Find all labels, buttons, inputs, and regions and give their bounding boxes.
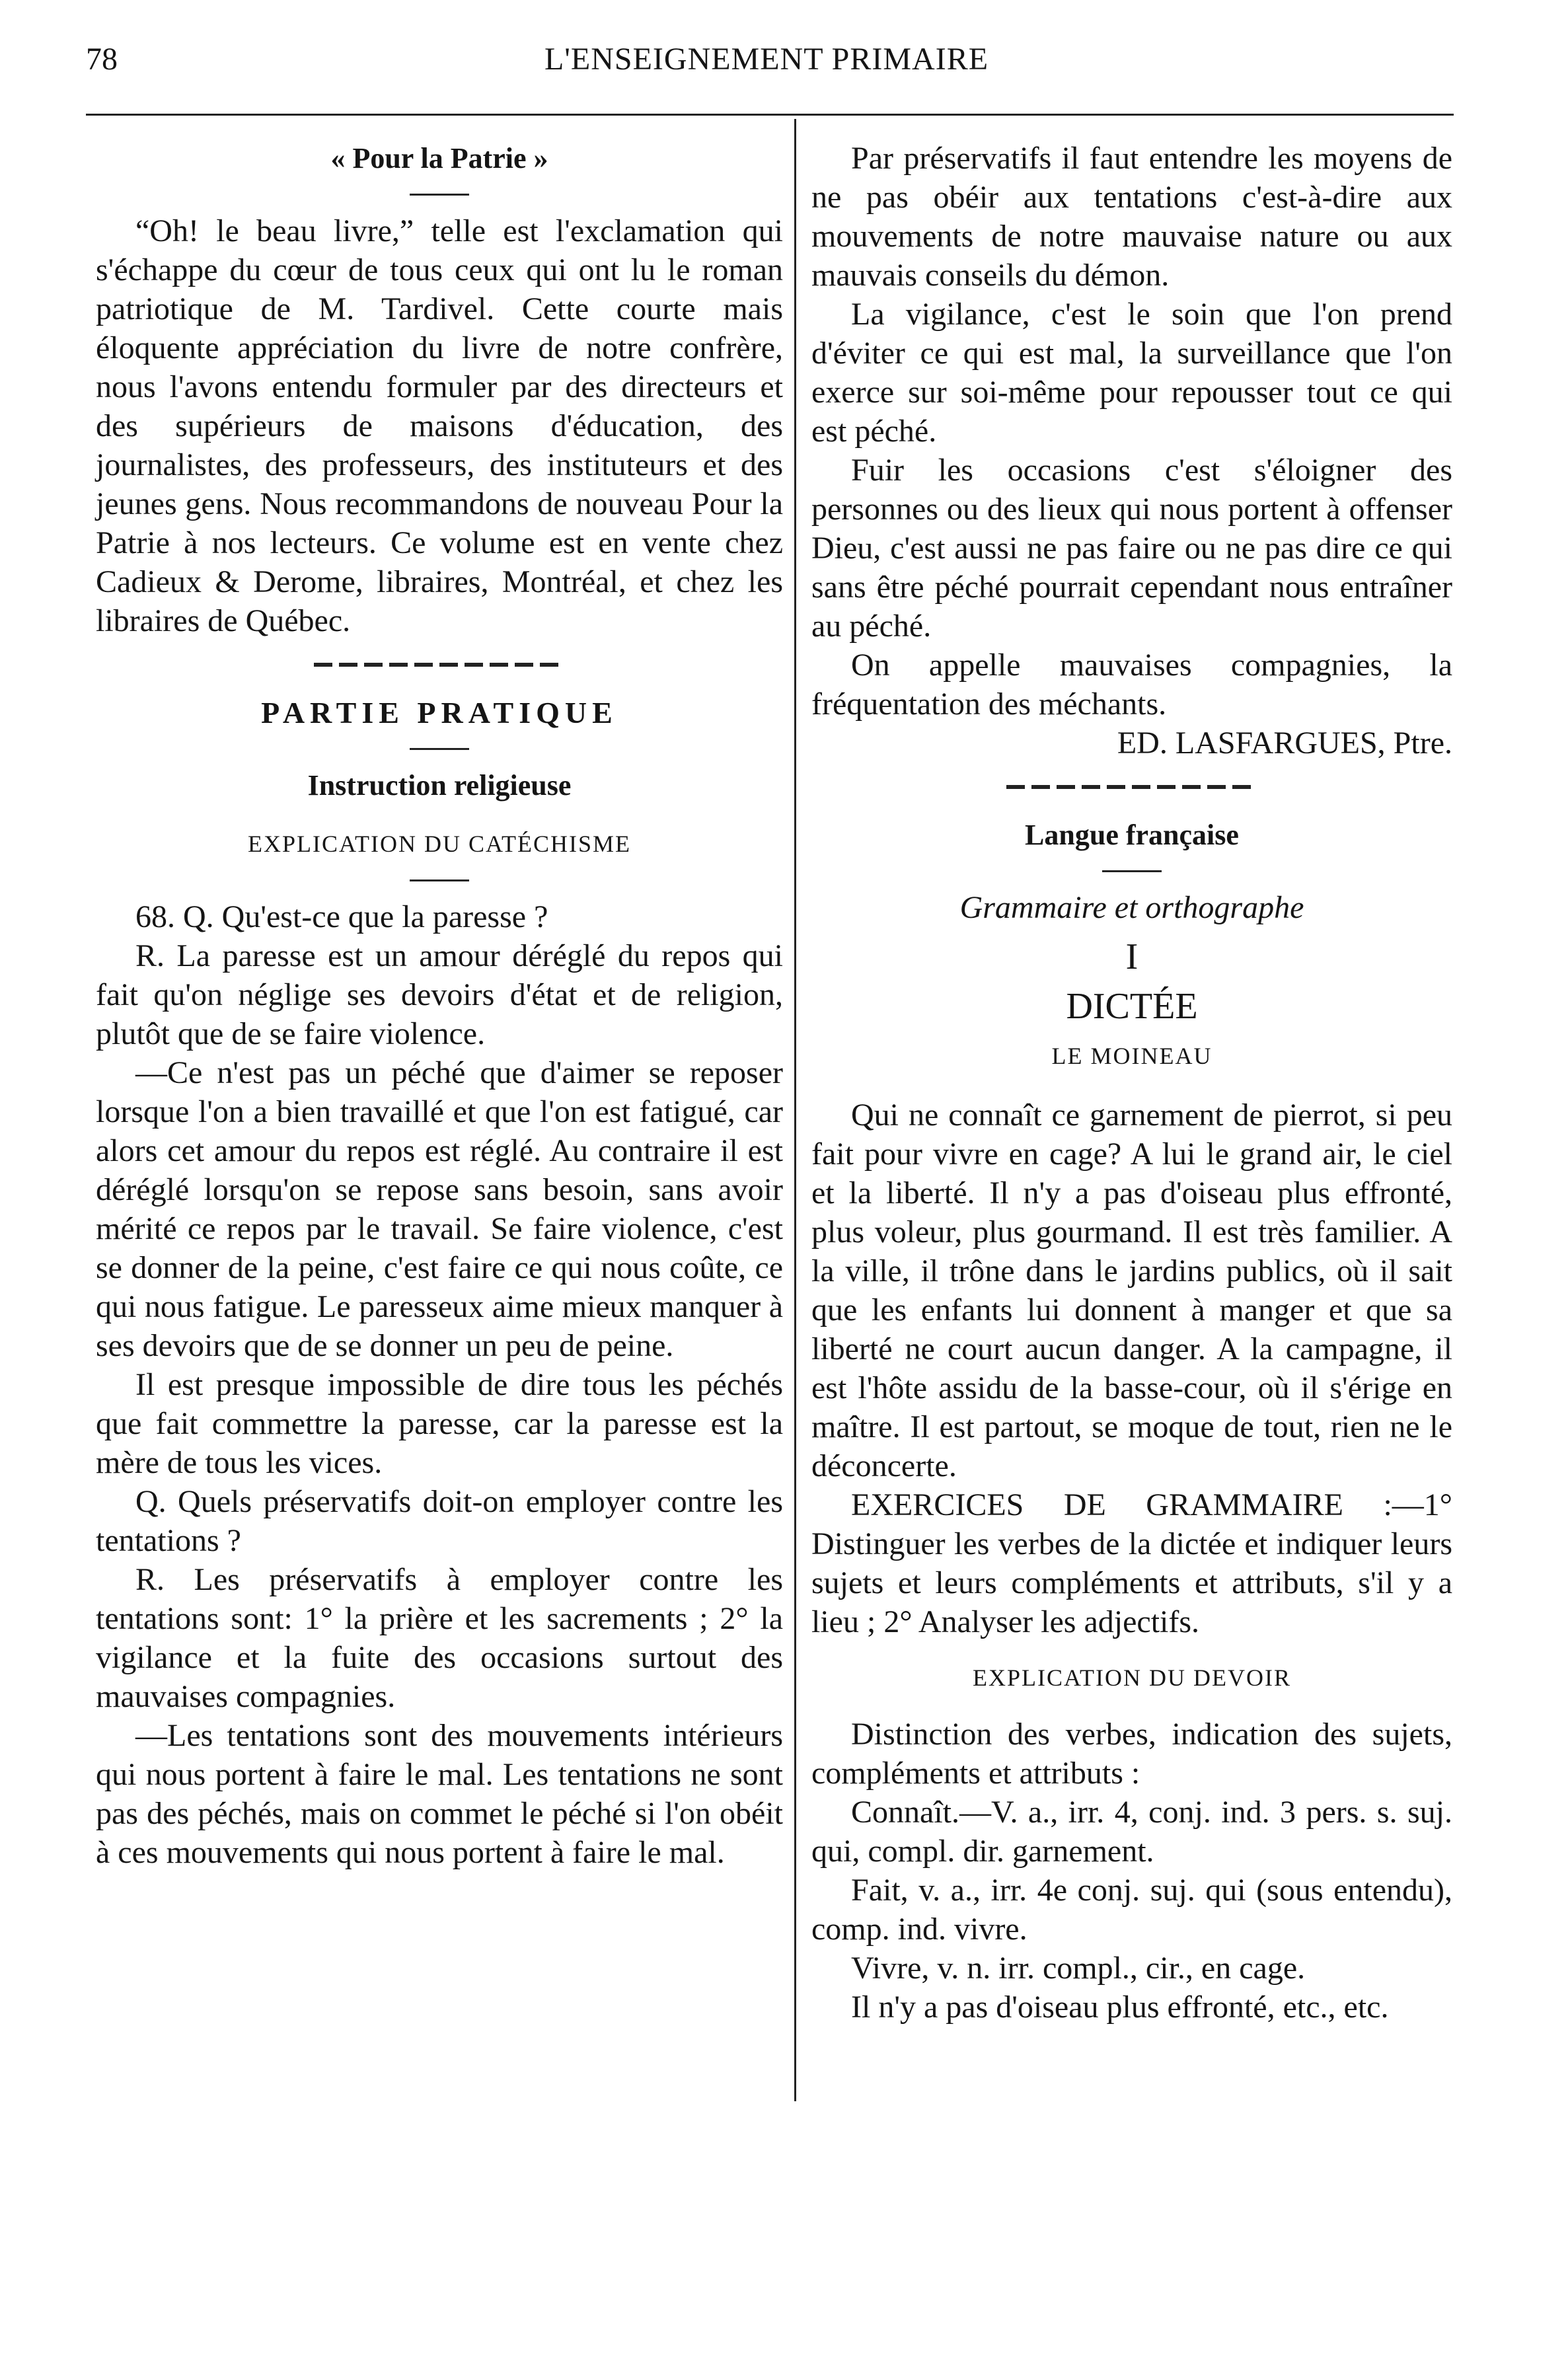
signature: ED. LASFARGUES, Ptre. — [1117, 726, 1452, 761]
column-divider — [794, 119, 796, 2101]
paragraph: Qui ne connaît ce garnement de pierrot, si peu fait pour vivre en cage? A lui le grand air, le ciel et la liberté. Il n'y a pas d'oiseau plus effronté, plus voleur, plus gourmand. Il est très familier. A la ville, il trône dans le jardins publics, où il sait que les enfants lui donnent à manger et que sa liberté ne court aucun danger. A la campagne, il est l'hôte assidu de la basse-cour, où il s'érige en maître. Il est partout, se moque de tout, rien ne le déconcerte. — [811, 1098, 1452, 1483]
paragraph: —Ce n'est pas un péché que d'aimer se reposer lorsque l'on a bien travaillé et que l'on est fatigué, car alors cet amour du repos est réglé. Au contraire il est déréglé lorsqu'on se repose sans besoin, sans avoir mérité ce repos par le travail. Se faire violence, c'est se donner de la peine, c'est faire ce qui nous coûte, ce qui nous fatigue. Le paresseux aime mieux manquer à ses devoirs que de se donner un peu de peine. — [96, 1055, 783, 1363]
page-header — [86, 41, 1447, 96]
answer: R. Les préservatifs à employer contre les tentations sont: 1° la prière et les sacrements ; 2° la vigilance et la fuite des occasions surtout des mauvaises compagnies. — [96, 1562, 783, 1714]
section-heading: PARTIE PRATIQUE — [261, 696, 618, 729]
dash-rule — [410, 194, 469, 196]
paragraph: Fait, v. a., irr. 4e conj. suj. qui (sous entendu), comp. ind. vivre. — [811, 1873, 1452, 1947]
subsection-heading: Grammaire et orthographe — [959, 890, 1304, 925]
paragraph: La vigilance, c'est le soin que l'on prend d'éviter ce qui est mal, la surveillance que l'on exerce sur soi-même pour repousser tout ce qui est péché. — [811, 297, 1452, 449]
running-title: L'ENSEIGNEMENT PRIMAIRE — [544, 42, 989, 77]
paragraph: Il est presque impossible de dire tous les péchés que fait commettre la paresse, car la paresse est la mère de tous les vices. — [96, 1367, 783, 1480]
dash-rule — [1102, 870, 1162, 872]
paragraph: —Les tentations sont des mouvements intérieurs qui nous portent à faire le mal. Les tentations ne sont pas des péchés, mais on commet le péché si l'on obéit à ces mouvements qui nous portent à faire le mal. — [96, 1718, 783, 1870]
answer: R. La paresse est un amour déréglé du repos qui fait qu'on néglige ses devoirs d'état et de religion, plutôt que de se faire violence. — [96, 938, 783, 1051]
section-heading: Langue française — [1025, 819, 1239, 851]
paragraph: Connaît.—V. a., irr. 4, conj. ind. 3 pers. s. suj. qui, compl. dir. garnement. — [811, 1795, 1452, 1869]
question: 68. Q. Qu'est-ce que la paresse ? — [135, 899, 548, 934]
ornament-rule — [314, 663, 565, 667]
paragraph: “Oh! le beau livre,” telle est l'exclamation qui s'échappe du cœur de tous ceux qui ont lu le roman patriotique de M. Tardivel. Cette courte mais éloquente appréciation du livre de notre confrère, nous l'avons entendu formuler par des directeurs et des supérieurs de maisons d'éducation, des journalistes, des professeurs, des instituteurs et des jeunes gens. Nous recommandons de nouveau Pour la Patrie à nos lecteurs. Ce volume est en vente chez Cadieux & Derome, libraires, Montréal, et chez les libraires de Québec. — [96, 213, 783, 638]
page-number: 78 — [86, 42, 118, 77]
paragraph: EXERCICES DE GRAMMAIRE :—1° Distinguer les verbes de la dictée et indiquer leurs sujets et leurs compléments et attributs, s'il y a lieu ; 2° Analyser les adjectifs. — [811, 1487, 1452, 1639]
paragraph: Fuir les occasions c'est s'éloigner des personnes ou des lieux qui nous portent à offenser Dieu, c'est aussi ne pas faire ou ne pas dire ce qui sans être péché pourrait cependant nous entraîner au péché. — [811, 453, 1452, 644]
subsection-heading: Instruction religieuse — [307, 769, 572, 802]
roman-numeral: I — [1125, 936, 1139, 977]
ornament-rule — [1006, 785, 1257, 789]
dictee-heading: DICTÉE — [1066, 986, 1198, 1027]
paragraph: Il n'y a pas d'oiseau plus effronté, etc., etc. — [851, 1990, 1389, 2025]
header-rule — [86, 114, 1454, 116]
small-caps-heading: EXPLICATION DU DEVOIR — [973, 1664, 1291, 1691]
dictee-title: LE MOINEAU — [1051, 1043, 1213, 1069]
right-column — [811, 139, 1452, 2027]
dash-rule — [410, 748, 469, 750]
paragraph: Par préservatifs il faut entendre les moyens de ne pas obéir aux tentations c'est-à-dire aux mouvements de notre mauvaise nature ou aux mauvais conseils du démon. — [811, 141, 1452, 293]
small-caps-heading: EXPLICATION DU CATÉCHISME — [248, 831, 631, 857]
article-title: « Pour la Patrie » — [330, 142, 548, 174]
dash-rule — [410, 879, 469, 881]
paragraph: Distinction des verbes, indication des sujets, compléments et attributs : — [811, 1717, 1452, 1791]
paragraph: Vivre, v. n. irr. compl., cir., en cage. — [851, 1951, 1306, 1986]
left-column — [96, 139, 783, 1872]
question: Q. Quels préservatifs doit-on employer contre les tentations ? — [96, 1484, 783, 1558]
paragraph: On appelle mauvaises compagnies, la fréquentation des méchants. — [811, 648, 1452, 722]
